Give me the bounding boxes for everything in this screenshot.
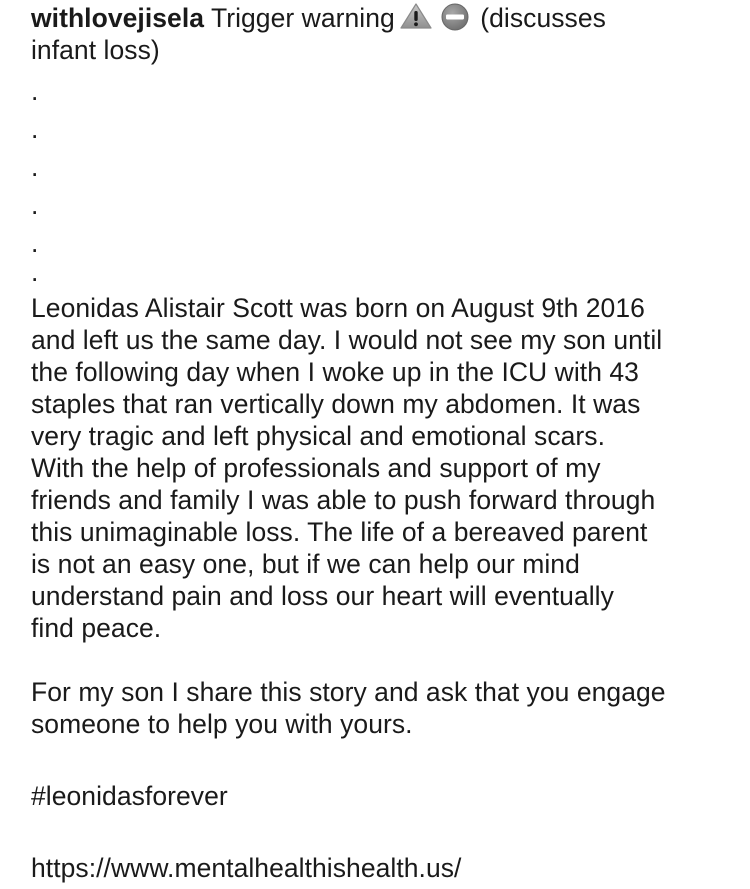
separator-dot: .	[31, 257, 39, 287]
no-entry-icon	[441, 3, 469, 31]
warning-icon	[399, 2, 433, 30]
story-line: the following day when I woke up in the ICU with 43	[31, 357, 639, 387]
separator-dot: .	[31, 152, 39, 182]
story-line: this unimaginable loss. The life of a bereaved parent	[31, 517, 648, 547]
story-line: is not an easy one, but if we can help our mind	[31, 549, 580, 579]
warning-detail-line2: infant loss)	[31, 35, 160, 65]
story-line: friends and family I was able to push forward through	[31, 485, 656, 515]
caption-first-line	[31, 2, 731, 34]
hashtag-link[interactable]: #leonidasforever	[31, 781, 228, 811]
closing-line: someone to help you with yours.	[31, 709, 413, 739]
story-line: With the help of professionals and support of my	[31, 453, 601, 483]
story-line: find peace.	[31, 613, 162, 643]
story-paragraph	[31, 292, 731, 644]
username[interactable]: withlovejisela	[31, 3, 205, 33]
paragraph-spacer	[31, 644, 731, 676]
story-line: very tragic and left physical and emotional scars.	[31, 421, 605, 451]
separator-dot: .	[31, 76, 39, 106]
story-line: understand pain and loss our heart will eventually	[31, 581, 614, 611]
separator-dot: .	[31, 114, 39, 144]
closing-line: For my son I share this story and ask that you engage	[31, 677, 666, 707]
story-line: staples that ran vertically down my abdomen. It was	[31, 389, 641, 419]
separator-dot: .	[31, 190, 39, 220]
website-link[interactable]: https://www.mentalhealthishealth.us/	[31, 853, 462, 883]
warning-label: Trigger warning	[210, 3, 395, 33]
separator-dot: .	[31, 228, 39, 258]
story-line: and left us the same day. I would not see my son until	[31, 325, 663, 355]
warning-detail: (discusses	[480, 3, 606, 33]
dot-separators	[31, 72, 731, 287]
post-caption	[31, 2, 731, 884]
story-line: Leonidas Alistair Scott was born on August 9th 2016	[31, 293, 645, 323]
closing-paragraph	[31, 676, 731, 740]
